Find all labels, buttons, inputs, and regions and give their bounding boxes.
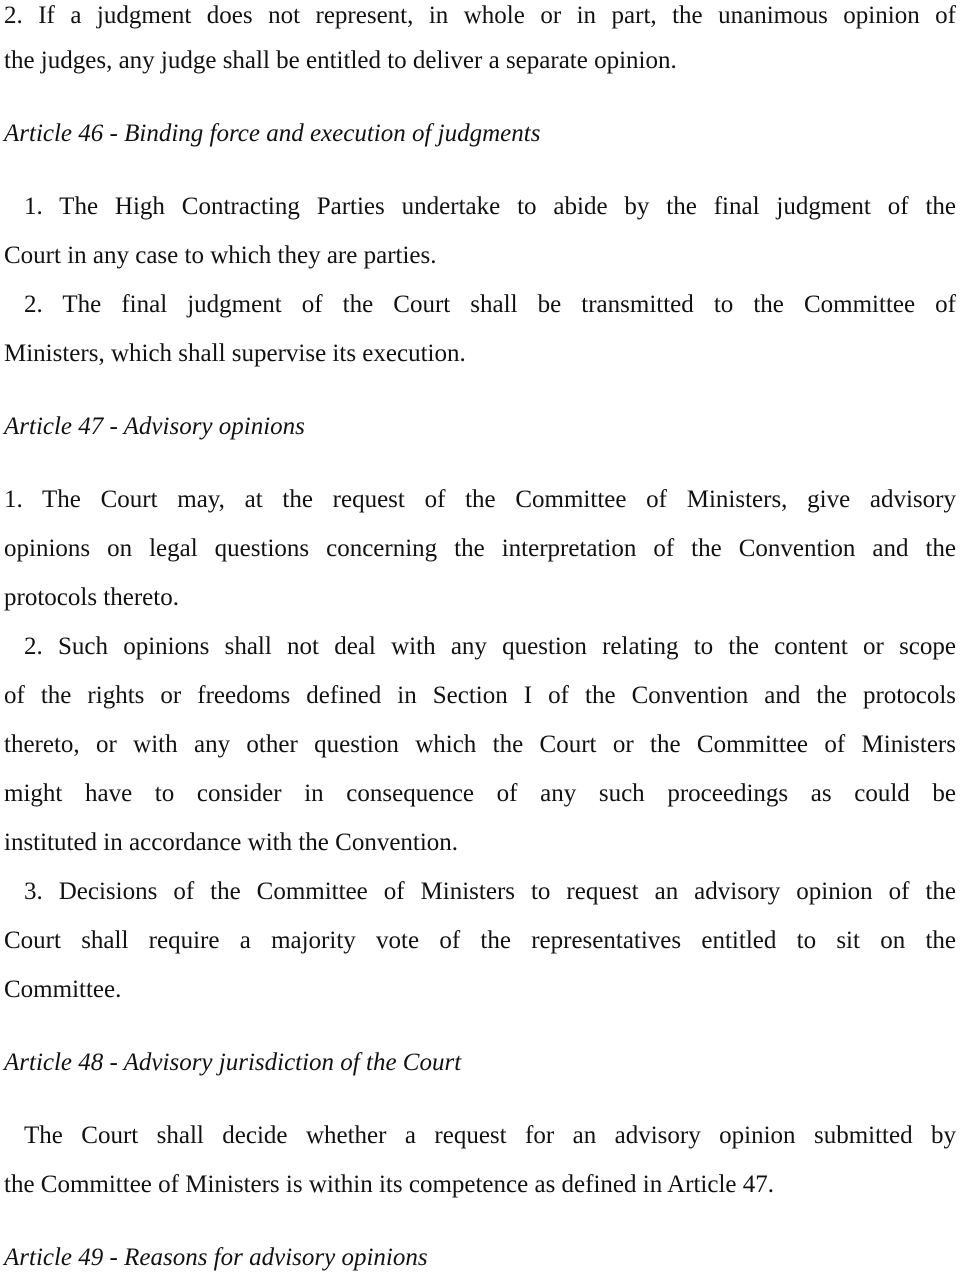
paragraph-line: 1. The High Contracting Parties undertake to abide by the final judgment of the <box>24 193 956 220</box>
paragraph-line: Court shall require a majority vote of the representatives entitled to sit on the <box>4 927 956 954</box>
paragraph-line: Committee. <box>4 976 122 1003</box>
paragraph-line: The Court shall decide whether a request for an advisory opinion submitted by <box>24 1122 956 1149</box>
paragraph-line: of the rights or freedoms defined in Section I of the Convention and the protocols <box>4 682 956 709</box>
article-46-heading: Article 46 - Binding force and execution of judgments <box>4 120 541 147</box>
article-49-heading: Article 49 - Reasons for advisory opinions <box>4 1244 428 1271</box>
paragraph-line: the judges, any judge shall be entitled to deliver a separate opinion. <box>4 47 677 74</box>
paragraph-line: instituted in accordance with the Convention. <box>4 829 459 856</box>
paragraph-line: Ministers, which shall supervise its execution. <box>4 340 466 367</box>
paragraph-line: thereto, or with any other question which the Court or the Committee of Ministers <box>4 731 956 758</box>
paragraph-line: might have to consider in consequence of any such proceedings as could be <box>4 780 956 807</box>
paragraph-line: 1. The Court may, at the request of the Committee of Ministers, give advisory <box>4 486 956 513</box>
paragraph-line: 2. If a judgment does not represent, in whole or in part, the unanimous opinion of <box>4 2 956 29</box>
paragraph-line: 2. Such opinions shall not deal with any question relating to the content or scope <box>24 633 956 660</box>
article-48-heading: Article 48 - Advisory jurisdiction of the Court <box>4 1049 462 1076</box>
paragraph-line: protocols thereto. <box>4 584 179 611</box>
article-47-heading: Article 47 - Advisory opinions <box>4 413 305 440</box>
paragraph-line: 3. Decisions of the Committee of Ministers to request an advisory opinion of the <box>24 878 956 905</box>
paragraph-line: 2. The final judgment of the Court shall be transmitted to the Committee of <box>24 291 956 318</box>
paragraph-line: opinions on legal questions concerning the interpretation of the Convention and the <box>4 535 956 562</box>
paragraph-line: Court in any case to which they are parties. <box>4 242 437 269</box>
paragraph-line: the Committee of Ministers is within its competence as defined in Article 47. <box>4 1171 774 1198</box>
